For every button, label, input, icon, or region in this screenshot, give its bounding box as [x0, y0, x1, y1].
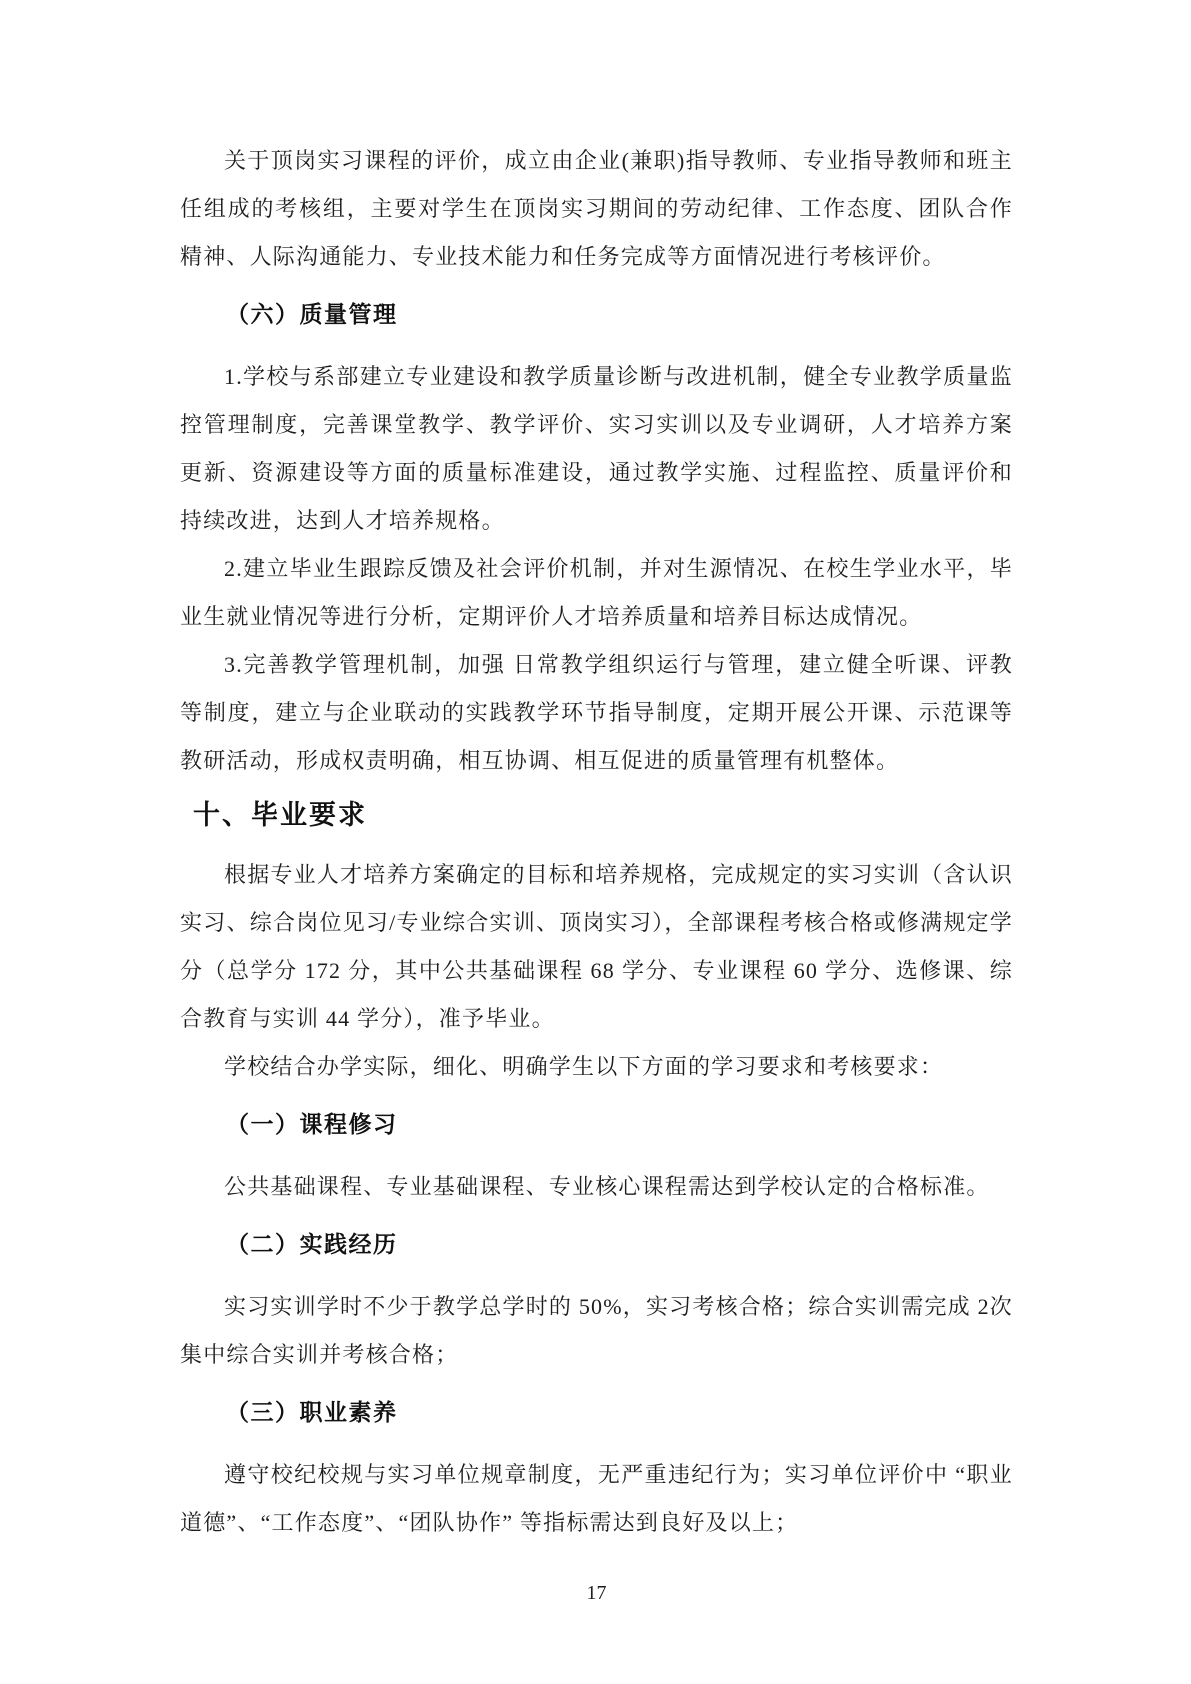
paragraph-professionalism: 遵守校纪校规与实习单位规章制度，无严重违纪行为；实习单位评价中 “职业道德”、“工作态度”、“团队协作” 等指标需达到良好及以上； [180, 1462, 1013, 1535]
paragraph-quality-3: 3.完善教学管理机制，加强 日常教学组织运行与管理，建立健全听课、评教等制度，建立与企业联动的实践教学环节指导制度，定期开展公开课、示范课等教研活动，形成权责明确，相互协调、相互促进的质量管理有机整体。 [180, 652, 1013, 773]
page-number: 17 [586, 1582, 607, 1604]
paragraph-graduation-note: 学校结合办学实际，细化、明确学生以下方面的学习要求和考核要求： [224, 1054, 944, 1079]
paragraph-graduation-intro: 根据专业人才培养方案确定的目标和培养规格，完成规定的实习实训（含认识实习、综合岗位见习/专业综合实训、顶岗实习），全部课程考核合格或修满规定学分（总学分 172 分，其中公共基础课程 68 学分、专业课程 60 学分、选修课、综合教育与实训 44 学分），准予毕业。 [180, 862, 1013, 1031]
paragraph-internship-evaluation: 关于顶岗实习课程的评价，成立由企业(兼职)指导教师、专业指导教师和班主任组成的考核组，主要对学生在顶岗实习期间的劳动纪律、工作态度、团队合作精神、人际沟通能力、专业技术能力和任务完成等方面情况进行考核评价。 [180, 148, 1013, 269]
paragraph-quality-2: 2.建立毕业生跟踪反馈及社会评价机制，并对生源情况、在校生学业水平，毕业生就业情况等进行分析，定期评价人才培养质量和培养目标达成情况。 [180, 556, 1013, 629]
heading-practice-experience: （二）实践经历 [226, 1232, 398, 1257]
paragraph-quality-1: 1.学校与系部建立专业建设和教学质量诊断与改进机制，健全专业教学质量监控管理制度，完善课堂教学、教学评价、实习实训以及专业调研，人才培养方案更新、资源建设等方面的质量标准建设，通过教学实施、过程监控、质量评价和持续改进，达到人才培养规格。 [180, 364, 1013, 533]
heading-quality-management: （六）质量管理 [226, 302, 398, 327]
paragraph-practice-experience: 实习实训学时不少于教学总学时的 50%，实习考核合格；综合实训需完成 2次集中综合实训并考核合格； [180, 1294, 1013, 1367]
heading-course-study: （一）课程修习 [226, 1112, 398, 1137]
paragraph-course-study: 公共基础课程、专业基础课程、专业核心课程需达到学校认定的合格标准。 [224, 1174, 990, 1199]
heading-graduation-requirements: 十、毕业要求 [193, 800, 367, 830]
heading-professionalism: （三）职业素养 [226, 1400, 398, 1425]
